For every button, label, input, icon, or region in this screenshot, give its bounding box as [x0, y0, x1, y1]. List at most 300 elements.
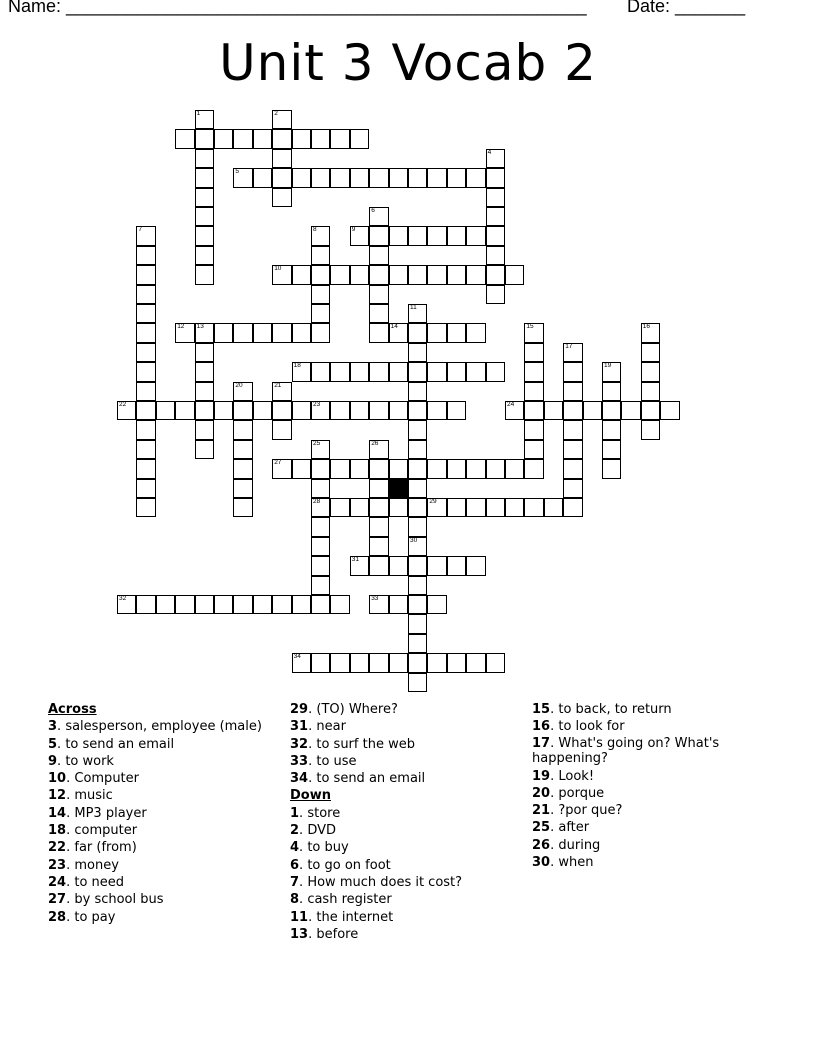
crossword-cell[interactable]	[602, 401, 621, 420]
crossword-cell[interactable]	[408, 537, 427, 556]
crossword-cell[interactable]	[233, 401, 252, 420]
crossword-cell[interactable]	[408, 517, 427, 536]
crossword-cell[interactable]	[272, 188, 291, 207]
crossword-cell[interactable]	[408, 673, 427, 692]
crossword-cell[interactable]	[233, 479, 252, 498]
crossword-cell[interactable]	[408, 440, 427, 459]
crossword-cell[interactable]	[292, 401, 311, 420]
crossword-cell[interactable]	[350, 401, 369, 420]
crossword-cell[interactable]	[330, 653, 349, 672]
crossword-cell[interactable]	[369, 207, 388, 226]
crossword-cell[interactable]	[311, 401, 330, 420]
crossword-cell[interactable]	[641, 420, 660, 439]
crossword-cell[interactable]	[466, 362, 485, 381]
crossword-cell[interactable]	[311, 246, 330, 265]
crossword-cell[interactable]	[136, 459, 155, 478]
clue-number: 29	[290, 702, 309, 717]
crossword-cell[interactable]	[272, 401, 291, 420]
crossword-cell[interactable]	[447, 556, 466, 575]
crossword-cell[interactable]	[117, 401, 136, 420]
crossword-cell[interactable]	[330, 595, 349, 614]
crossword-cell[interactable]	[175, 401, 194, 420]
crossword-cell[interactable]	[389, 556, 408, 575]
crossword-cell[interactable]	[563, 362, 582, 381]
crossword-cell[interactable]	[389, 362, 408, 381]
crossword-cell[interactable]	[641, 382, 660, 401]
crossword-cell[interactable]	[524, 343, 543, 362]
crossword-cell[interactable]	[195, 149, 214, 168]
crossword-cell[interactable]	[486, 246, 505, 265]
crossword-cell[interactable]	[330, 265, 349, 284]
crossword-cell[interactable]	[292, 459, 311, 478]
crossword-cell[interactable]	[350, 362, 369, 381]
crossword-cell[interactable]	[369, 401, 388, 420]
crossword-cell[interactable]	[136, 343, 155, 362]
crossword-cell[interactable]	[272, 420, 291, 439]
clue-number: 13	[290, 926, 309, 942]
crossword-cell[interactable]	[408, 653, 427, 672]
crossword-cell[interactable]	[544, 401, 563, 420]
crossword-cell[interactable]	[563, 440, 582, 459]
crossword-cell[interactable]	[408, 498, 427, 517]
clue-number: 15	[532, 702, 551, 717]
crossword-cell[interactable]	[466, 168, 485, 187]
crossword-cell[interactable]	[447, 168, 466, 187]
crossword-cell[interactable]	[447, 498, 466, 517]
crossword-cell[interactable]	[195, 343, 214, 362]
crossword-cell[interactable]	[447, 653, 466, 672]
crossword-cell[interactable]	[486, 149, 505, 168]
clue-number: 6	[290, 857, 300, 873]
crossword-cell[interactable]	[408, 265, 427, 284]
crossword-cell[interactable]	[311, 459, 330, 478]
crossword-cell[interactable]	[563, 498, 582, 517]
crossword-cell[interactable]	[369, 653, 388, 672]
crossword-cell[interactable]	[389, 168, 408, 187]
crossword-cell[interactable]	[350, 459, 369, 478]
crossword-cell[interactable]	[136, 401, 155, 420]
crossword-cell[interactable]	[466, 226, 485, 245]
crossword-cell[interactable]	[311, 576, 330, 595]
crossword-cell[interactable]	[447, 226, 466, 245]
across-heading: Across	[48, 702, 97, 717]
crossword-cell[interactable]	[486, 285, 505, 304]
crossword-cell[interactable]	[136, 323, 155, 342]
crossword-cell[interactable]	[466, 265, 485, 284]
crossword-cell[interactable]	[253, 129, 272, 148]
crossword-cell[interactable]	[447, 323, 466, 342]
crossword-cell[interactable]	[311, 498, 330, 517]
crossword-cell[interactable]	[311, 556, 330, 575]
crossword-cell[interactable]	[369, 304, 388, 323]
crossword-cell[interactable]	[505, 401, 524, 420]
crossword-cell[interactable]	[466, 498, 485, 517]
crossword-cell[interactable]	[272, 110, 291, 129]
crossword-cell[interactable]	[311, 595, 330, 614]
crossword-cell[interactable]	[563, 420, 582, 439]
crossword-cell[interactable]	[408, 614, 427, 633]
clue-number: 8	[290, 892, 300, 908]
crossword-cell[interactable]	[292, 595, 311, 614]
crossword-cell[interactable]	[524, 323, 543, 342]
crossword-cell[interactable]	[427, 653, 446, 672]
crossword-cell[interactable]	[408, 362, 427, 381]
crossword-cell[interactable]	[253, 401, 272, 420]
crossword-cell[interactable]	[136, 382, 155, 401]
crossword-cell[interactable]	[195, 168, 214, 187]
crossword-cell[interactable]	[408, 634, 427, 653]
crossword-cell[interactable]	[136, 498, 155, 517]
crossword-cell[interactable]	[272, 459, 291, 478]
crossword-cell[interactable]	[195, 129, 214, 148]
crossword-cell[interactable]	[563, 382, 582, 401]
crossword-cell[interactable]	[369, 246, 388, 265]
crossword-cell[interactable]	[563, 401, 582, 420]
crossword-cell[interactable]	[214, 323, 233, 342]
crossword-cell[interactable]	[253, 595, 272, 614]
clue-item: 20. porque	[532, 785, 605, 801]
clue-item: 4. to buy	[290, 840, 349, 856]
crossword-cell[interactable]	[369, 226, 388, 245]
crossword-cell[interactable]	[272, 323, 291, 342]
crossword-cell[interactable]	[486, 265, 505, 284]
clue-number: 1	[290, 805, 300, 821]
crossword-cell[interactable]	[563, 343, 582, 362]
crossword-cell[interactable]	[427, 362, 446, 381]
crossword-cell[interactable]	[641, 401, 660, 420]
crossword-cell[interactable]	[602, 440, 621, 459]
crossword-cell[interactable]	[486, 459, 505, 478]
clue-item: 33. to use	[290, 753, 357, 769]
crossword-cell[interactable]	[233, 323, 252, 342]
crossword-cell[interactable]	[369, 459, 388, 478]
crossword-cell[interactable]	[136, 265, 155, 284]
crossword-cell[interactable]	[195, 110, 214, 129]
crossword-cell[interactable]	[175, 129, 194, 148]
clue-number: 3	[48, 719, 58, 735]
crossword-cell[interactable]	[292, 653, 311, 672]
crossword-cell[interactable]	[272, 129, 291, 148]
clue-item: 28. to pay	[48, 909, 116, 925]
crossword-cell[interactable]	[389, 595, 408, 614]
crossword-cell[interactable]	[505, 498, 524, 517]
crossword-cell[interactable]	[195, 362, 214, 381]
crossword-cell[interactable]	[233, 168, 252, 187]
crossword-cell[interactable]	[175, 323, 194, 342]
crossword-cell[interactable]	[505, 265, 524, 284]
crossword-cell[interactable]	[524, 420, 543, 439]
clue-item: 7. How much does it cost?	[290, 874, 463, 890]
crossword-cell[interactable]	[272, 265, 291, 284]
crossword-cell[interactable]	[195, 595, 214, 614]
crossword-cell[interactable]	[350, 498, 369, 517]
crossword-cell[interactable]	[253, 323, 272, 342]
crossword-cell[interactable]	[233, 440, 252, 459]
clue-number: 10	[274, 265, 282, 273]
crossword-cell[interactable]	[621, 401, 640, 420]
crossword-cell[interactable]	[311, 168, 330, 187]
crossword-cell[interactable]	[389, 226, 408, 245]
crossword-cell[interactable]	[330, 362, 349, 381]
clue-text: to go on foot	[303, 857, 391, 873]
crossword-cell[interactable]	[330, 401, 349, 420]
crossword-cell[interactable]	[311, 285, 330, 304]
crossword-cell[interactable]	[369, 440, 388, 459]
crossword-cell[interactable]	[602, 420, 621, 439]
crossword-cell[interactable]	[641, 343, 660, 362]
clue-number: 23	[313, 401, 321, 408]
crossword-cell[interactable]	[486, 362, 505, 381]
crossword-cell[interactable]	[136, 304, 155, 323]
clue-item: 14. MP3 player	[48, 805, 147, 821]
crossword-cell[interactable]	[369, 168, 388, 187]
clue-text: to work	[61, 753, 114, 769]
crossword-cell[interactable]	[641, 323, 660, 342]
crossword-cell[interactable]	[369, 265, 388, 284]
crossword-cell[interactable]	[233, 129, 252, 148]
name-blank[interactable]: ____________________________________________________	[66, 0, 587, 16]
crossword-cell[interactable]	[292, 362, 311, 381]
crossword-cell[interactable]	[311, 517, 330, 536]
crossword-cell[interactable]	[330, 129, 349, 148]
crossword-cell[interactable]	[408, 576, 427, 595]
crossword-cell[interactable]	[602, 459, 621, 478]
crossword-cell[interactable]	[175, 595, 194, 614]
crossword-cell[interactable]	[369, 498, 388, 517]
crossword-cell[interactable]	[311, 362, 330, 381]
crossword-cell[interactable]	[311, 440, 330, 459]
crossword-cell[interactable]	[563, 459, 582, 478]
clue-item: 34. to send an email	[290, 771, 426, 787]
crossword-cell[interactable]	[195, 401, 214, 420]
clue-text: How much does it cost?	[303, 874, 463, 890]
crossword-cell[interactable]	[117, 595, 136, 614]
crossword-cell[interactable]	[408, 595, 427, 614]
crossword-cell[interactable]	[195, 265, 214, 284]
crossword-cell[interactable]	[408, 168, 427, 187]
crossword-cell[interactable]	[369, 556, 388, 575]
crossword-cell[interactable]	[602, 382, 621, 401]
crossword-cell[interactable]	[466, 653, 485, 672]
crossword-cell[interactable]	[408, 323, 427, 342]
clue-text: the internet	[312, 909, 394, 925]
crossword-cell[interactable]	[233, 420, 252, 439]
clue-text: before	[312, 926, 359, 942]
clue-number: 33	[371, 595, 379, 602]
clue-number: 13	[196, 323, 204, 331]
crossword-cell[interactable]	[408, 304, 427, 323]
crossword-cell[interactable]	[602, 362, 621, 381]
crossword-cell[interactable]	[524, 382, 543, 401]
clue-number: 22	[119, 401, 127, 408]
crossword-cell[interactable]	[136, 285, 155, 304]
crossword-cell[interactable]	[136, 226, 155, 245]
crossword-cell[interactable]	[195, 420, 214, 439]
crossword-cell[interactable]	[447, 362, 466, 381]
crossword-cell[interactable]	[466, 556, 485, 575]
crossword-cell[interactable]	[330, 168, 349, 187]
crossword-cell[interactable]	[156, 595, 175, 614]
crossword-cell[interactable]	[350, 226, 369, 245]
crossword-cell[interactable]	[389, 498, 408, 517]
crossword-cell[interactable]	[311, 226, 330, 245]
crossword-cell[interactable]	[505, 459, 524, 478]
crossword-cell[interactable]	[253, 168, 272, 187]
crossword-cell[interactable]	[486, 226, 505, 245]
crossword-cell[interactable]	[292, 168, 311, 187]
crossword-cell[interactable]	[427, 459, 446, 478]
crossword-cell[interactable]	[427, 168, 446, 187]
crossword-cell[interactable]	[486, 653, 505, 672]
crossword-cell[interactable]	[486, 188, 505, 207]
crossword-cell[interactable]	[427, 265, 446, 284]
crossword-cell[interactable]	[427, 226, 446, 245]
crossword-cell[interactable]	[136, 420, 155, 439]
crossword-cell[interactable]	[427, 595, 446, 614]
crossword-cell[interactable]	[466, 459, 485, 478]
crossword-cell[interactable]	[427, 556, 446, 575]
crossword-cell[interactable]	[272, 595, 291, 614]
crossword-cell[interactable]	[350, 168, 369, 187]
crossword-cell[interactable]	[233, 595, 252, 614]
crossword-cell[interactable]	[350, 265, 369, 284]
crossword-cell[interactable]	[136, 440, 155, 459]
crossword-cell[interactable]	[408, 382, 427, 401]
crossword-cell[interactable]	[389, 459, 408, 478]
clue-text: computer	[70, 823, 138, 839]
crossword-cell[interactable]	[369, 595, 388, 614]
crossword-cell[interactable]	[524, 459, 543, 478]
clue-number: 14	[48, 805, 67, 821]
crossword-cell[interactable]	[311, 304, 330, 323]
crossword-cell[interactable]	[233, 459, 252, 478]
crossword-cell[interactable]	[408, 343, 427, 362]
crossword-cell[interactable]	[447, 459, 466, 478]
crossword-cell[interactable]	[214, 129, 233, 148]
crossword-cell[interactable]	[408, 401, 427, 420]
crossword-cell[interactable]	[408, 479, 427, 498]
crossword-cell[interactable]	[311, 537, 330, 556]
crossword-cell[interactable]	[369, 323, 388, 342]
crossword-cell[interactable]	[330, 459, 349, 478]
clue-number: 21	[532, 803, 551, 819]
crossword-cell[interactable]	[389, 323, 408, 342]
crossword-cell[interactable]	[350, 653, 369, 672]
crossword-cell[interactable]	[486, 498, 505, 517]
crossword-cell[interactable]	[447, 401, 466, 420]
crossword-cell[interactable]	[369, 537, 388, 556]
crossword-cell[interactable]	[408, 459, 427, 478]
crossword-cell[interactable]	[233, 382, 252, 401]
clue-number: 4	[487, 148, 492, 156]
crossword-cell[interactable]	[195, 382, 214, 401]
crossword-cell[interactable]	[136, 362, 155, 381]
crossword-cell[interactable]	[292, 265, 311, 284]
crossword-cell[interactable]	[408, 226, 427, 245]
clue-item: 13. before	[290, 926, 359, 942]
clues-column-1	[48, 701, 262, 926]
clue-number: 25	[313, 439, 321, 447]
crossword-cell[interactable]	[195, 323, 214, 342]
crossword-cell[interactable]	[389, 653, 408, 672]
crossword-cell[interactable]	[195, 188, 214, 207]
crossword-cell[interactable]	[195, 440, 214, 459]
crossword-cell[interactable]	[427, 401, 446, 420]
clue-text: money	[70, 857, 119, 873]
crossword-cell[interactable]	[195, 246, 214, 265]
crossword-cell[interactable]	[524, 401, 543, 420]
crossword-cell[interactable]	[389, 265, 408, 284]
clue-item: 32. to surf the web	[290, 736, 415, 752]
crossword-cell[interactable]	[214, 401, 233, 420]
crossword-cell[interactable]	[427, 323, 446, 342]
clue-text: during	[554, 837, 601, 853]
crossword-cell[interactable]	[408, 420, 427, 439]
crossword-cell[interactable]	[233, 498, 252, 517]
crossword-cell[interactable]	[311, 479, 330, 498]
crossword-cell[interactable]	[486, 207, 505, 226]
clue-text: MP3 player	[70, 805, 147, 821]
date-blank[interactable]: _______	[675, 0, 746, 16]
crossword-cell[interactable]	[524, 498, 543, 517]
crossword-cell[interactable]	[136, 595, 155, 614]
crossword-cell[interactable]	[563, 479, 582, 498]
crossword-cell[interactable]	[447, 265, 466, 284]
crossword-cell[interactable]	[408, 556, 427, 575]
crossword-cell[interactable]	[214, 595, 233, 614]
crossword-cell[interactable]	[369, 285, 388, 304]
clue-number: 31	[351, 556, 360, 564]
crossword-cell[interactable]	[292, 129, 311, 148]
crossword-cell[interactable]	[641, 362, 660, 381]
clue-item: 6. to go on foot	[290, 857, 391, 873]
crossword-cell[interactable]	[660, 401, 679, 420]
crossword-cell[interactable]	[369, 479, 388, 498]
crossword-cell[interactable]	[350, 129, 369, 148]
crossword-cell[interactable]	[272, 149, 291, 168]
clue-number: 17	[565, 342, 573, 350]
crossword-cell[interactable]	[195, 207, 214, 226]
crossword-cell[interactable]	[272, 382, 291, 401]
crossword-cell[interactable]	[311, 653, 330, 672]
crossword-cell[interactable]	[524, 362, 543, 381]
crossword-cell[interactable]	[330, 498, 349, 517]
crossword-cell[interactable]	[389, 401, 408, 420]
crossword-cell[interactable]	[136, 246, 155, 265]
crossword-cell[interactable]	[311, 323, 330, 342]
clue-text: by school bus	[70, 892, 164, 908]
clue-number: 11	[290, 909, 309, 925]
crossword-cell[interactable]	[466, 323, 485, 342]
crossword-cell[interactable]	[311, 265, 330, 284]
crossword-cell[interactable]	[369, 517, 388, 536]
date-label: Date:	[627, 0, 676, 16]
crossword-cell[interactable]	[136, 479, 155, 498]
crossword-cell[interactable]	[544, 498, 563, 517]
crossword-cell[interactable]	[369, 362, 388, 381]
clue-item: 30. when	[532, 855, 594, 871]
crossword-cell[interactable]	[427, 498, 446, 517]
crossword-cell[interactable]	[156, 401, 175, 420]
crossword-cell[interactable]	[486, 168, 505, 187]
crossword-cell[interactable]	[311, 129, 330, 148]
crossword-cell[interactable]	[524, 440, 543, 459]
crossword-cell[interactable]	[350, 556, 369, 575]
crossword-cell[interactable]	[195, 226, 214, 245]
crossword-cell[interactable]	[272, 168, 291, 187]
crossword-cell[interactable]	[292, 323, 311, 342]
crossword-cell[interactable]	[583, 401, 602, 420]
